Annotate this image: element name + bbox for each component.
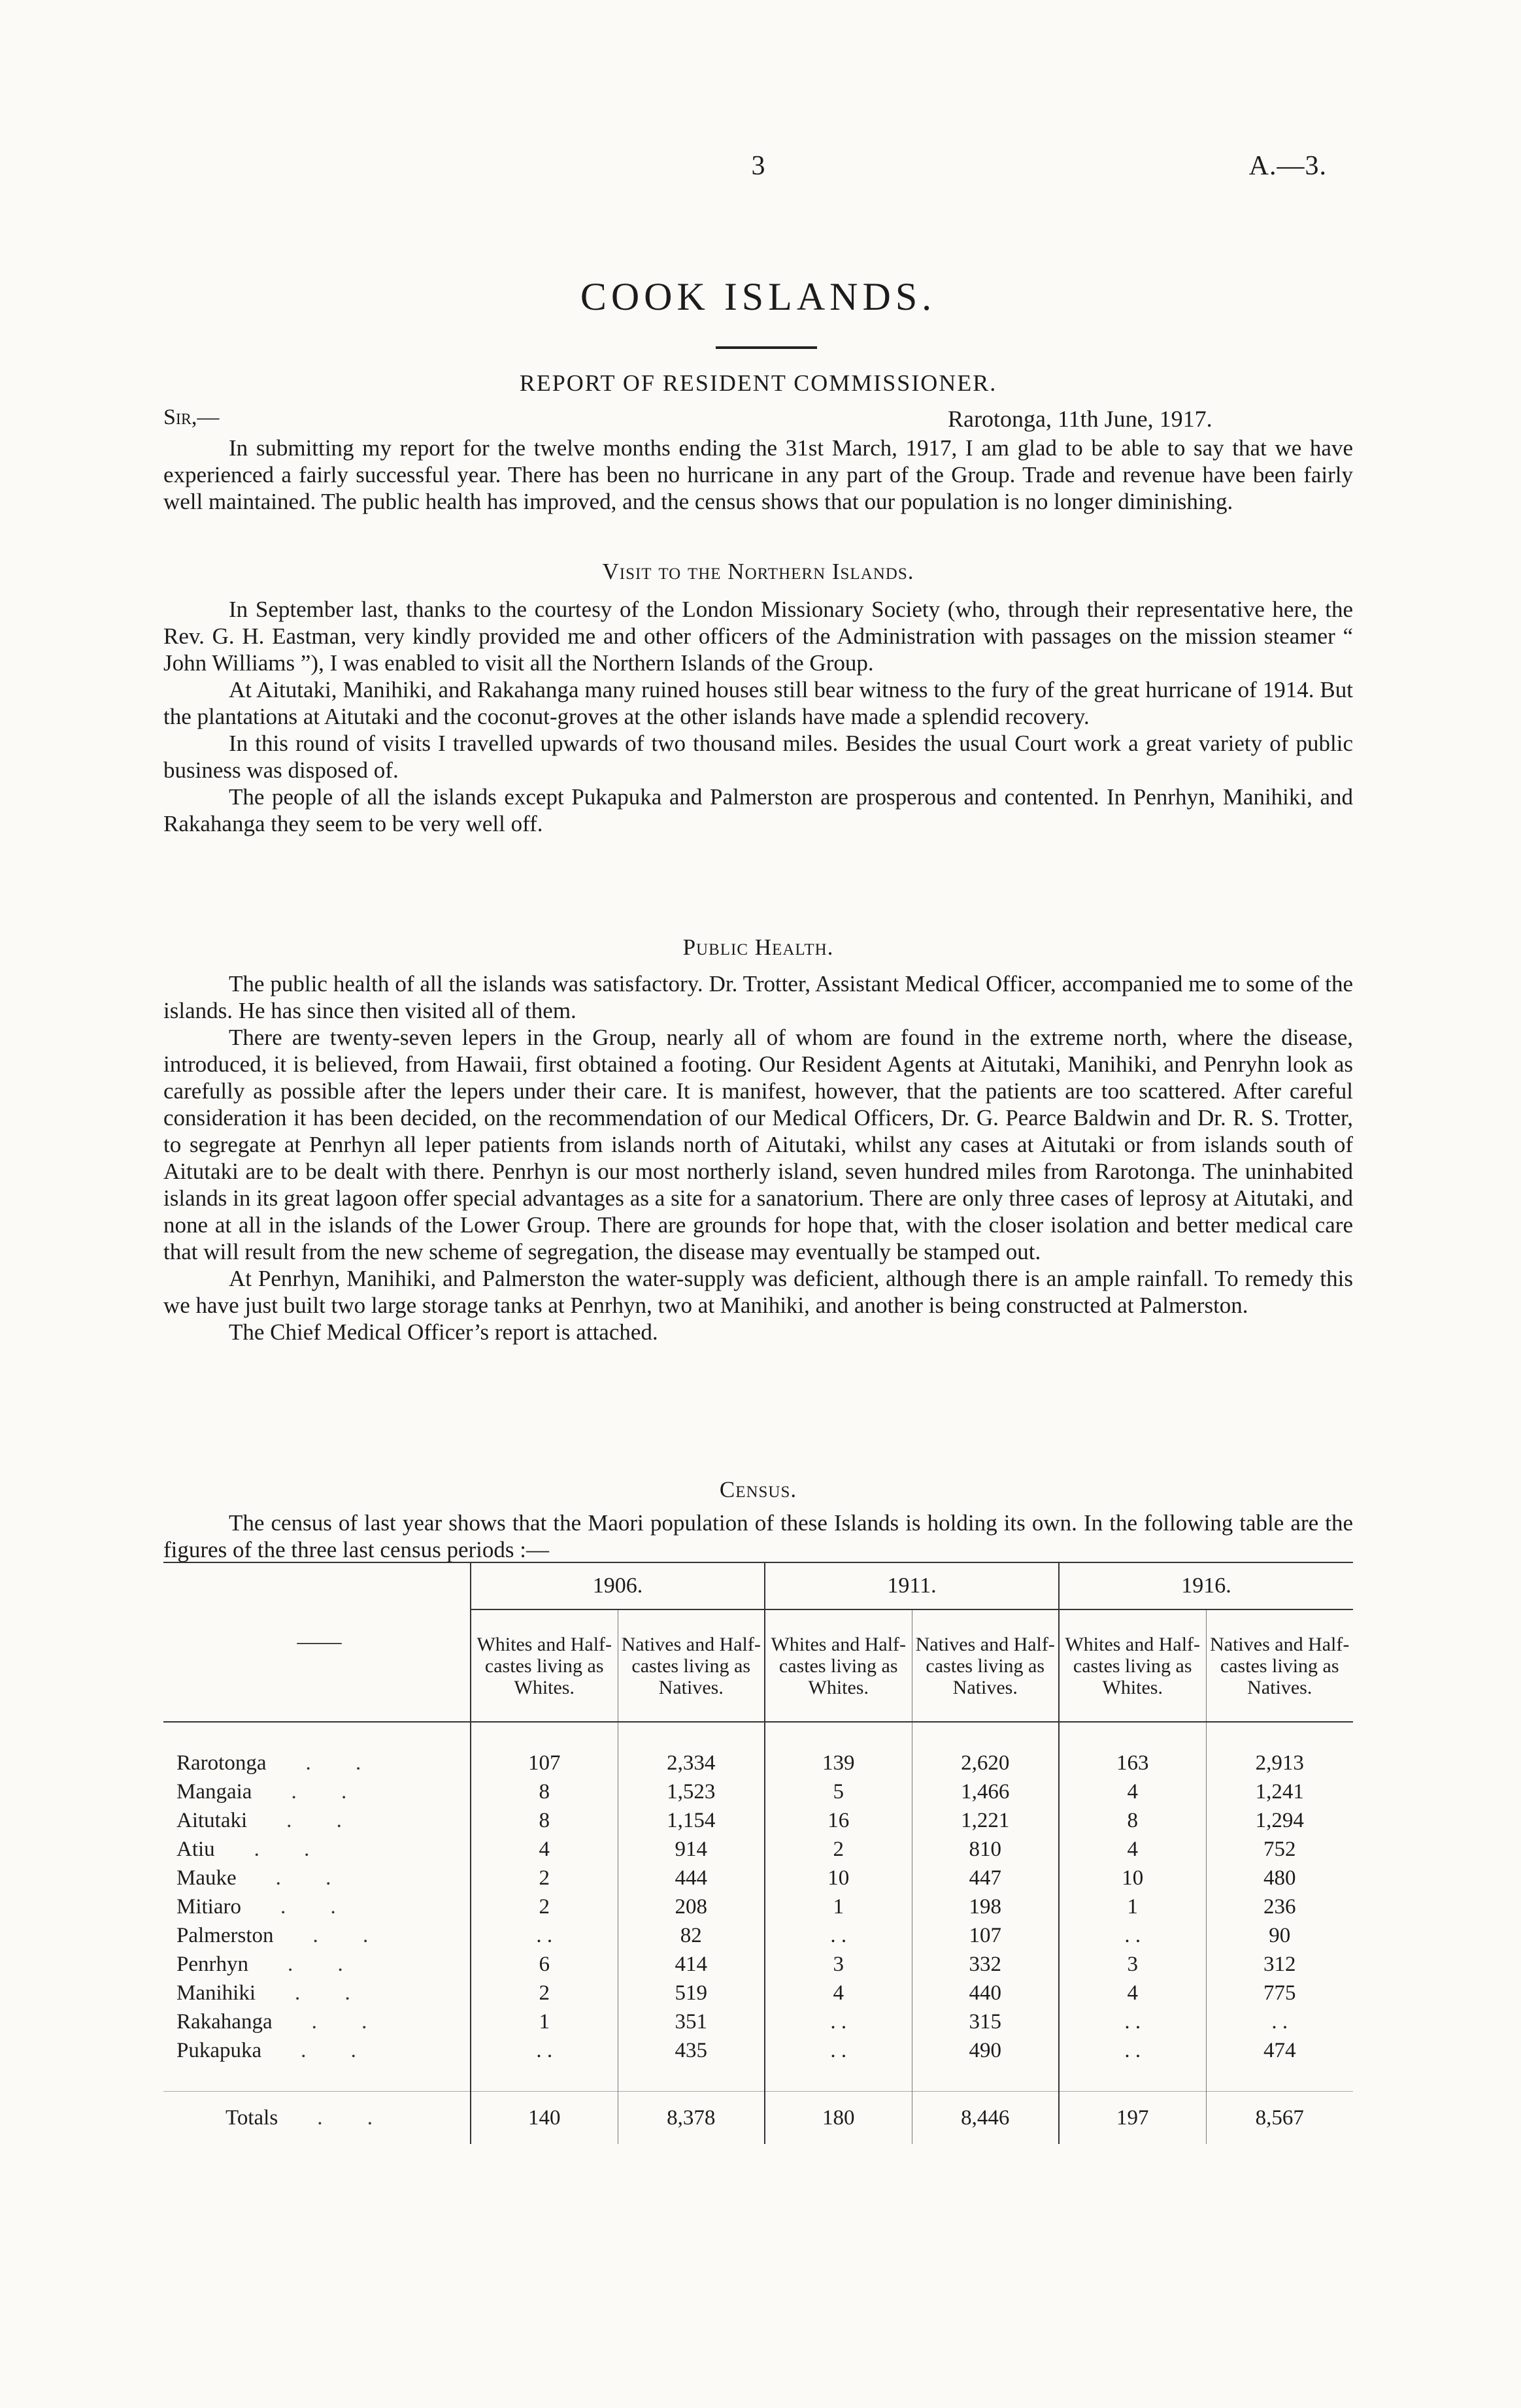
census-value: 1 [471, 2007, 618, 2036]
census-row [163, 1950, 1353, 1979]
subheader-whites: Whites and Half-castes living as Whites. [1059, 1609, 1206, 1722]
census-value: 2 [471, 1864, 618, 1892]
island-name-cell [163, 1921, 471, 1950]
totals-row [163, 2092, 1353, 2145]
leader-dots: . . [254, 1838, 329, 1861]
title-rule [716, 346, 817, 349]
census-value: . . [765, 1921, 912, 1950]
census-value: 163 [1059, 1749, 1206, 1777]
census-value: . . [765, 2036, 912, 2065]
census-row [163, 1864, 1353, 1892]
census-value: 490 [912, 2036, 1059, 2065]
census-value: 1 [1059, 1892, 1206, 1921]
census-value: 2 [765, 1835, 912, 1864]
census-value: 1,221 [912, 1806, 1059, 1835]
census-value: 3 [765, 1950, 912, 1979]
island-name-cell [163, 2007, 471, 2036]
intro-paragraph: In submitting my report for the twelve months ending the 31st March, 1917, I am glad to be able to say that we have experienced a fairly successful year. There has been no hurricane in any part of the Group. Trade and revenue have been fairly well maintained. The public health has improved, and the census shows that our population is no longer diminishing. [163, 435, 1353, 514]
census-value: 10 [1059, 1864, 1206, 1892]
census-paragraph: The census of last year shows that the Maori population of these Islands is holding its own. In the following table are the figures of the three last census periods :— [163, 1510, 1353, 1562]
census-value: 2,913 [1206, 1749, 1353, 1777]
census-value: 90 [1206, 1921, 1353, 1950]
island-name: Palmerston [176, 1924, 274, 1947]
census-value: 4 [1059, 1835, 1206, 1864]
totals-label-cell [163, 2092, 471, 2145]
page-number: 3 [751, 151, 765, 181]
island-name-cell [163, 1979, 471, 2007]
census-value: 332 [912, 1950, 1059, 1979]
census-value: 519 [618, 1979, 765, 2007]
leader-dots: . . [311, 2010, 387, 2034]
spacer-row [163, 1722, 1353, 1749]
census-value: 1,294 [1206, 1806, 1353, 1835]
island-name: Mangaia [176, 1780, 252, 1804]
health-paragraph: The Chief Medical Officer’s report is attached. [229, 1319, 658, 1345]
census-value: . . [765, 2007, 912, 2036]
census-value: 8 [471, 1806, 618, 1835]
report-subtitle: REPORT OF RESIDENT COMMISSIONER. [519, 370, 997, 396]
page-header [163, 150, 1353, 190]
census-value: . . [471, 1921, 618, 1950]
visit-paragraph: At Aitutaki, Manihiki, and Rakahanga many ruined houses still bear witness to the fury of the great hurricane of 1914. But the plantations at Aitutaki and the coconut-groves at the other islands have made a splendid recovery. [163, 677, 1353, 729]
leader-dots: . . [291, 1780, 367, 1804]
census-value: 752 [1206, 1835, 1353, 1864]
census-row [163, 1777, 1353, 1806]
leader-dots: . . [317, 2105, 392, 2130]
island-name: Rarotonga [176, 1751, 267, 1775]
census-row [163, 1921, 1353, 1950]
totals-label: Totals [226, 2105, 278, 2130]
census-year-row [163, 1562, 1353, 1609]
census-value: . . [1059, 1921, 1206, 1950]
island-name: Manihiki [176, 1981, 256, 2005]
island-name-cell [163, 1892, 471, 1921]
island-name: Atiu [176, 1838, 215, 1861]
census-value: 2 [471, 1892, 618, 1921]
census-value: 2 [471, 1979, 618, 2007]
census-value: . . [471, 2036, 618, 2065]
census-row [163, 1749, 1353, 1777]
census-value: 351 [618, 2007, 765, 2036]
corner-header [163, 1562, 471, 1722]
census-value: 914 [618, 1835, 765, 1864]
census-value: 236 [1206, 1892, 1353, 1921]
leader-dots: . . [295, 1981, 370, 2005]
subheader-whites: Whites and Half-castes living as Whites. [765, 1609, 912, 1722]
census-value: 315 [912, 2007, 1059, 2036]
leader-dots: . . [286, 1809, 361, 1832]
leader-dots: . . [301, 2039, 376, 2062]
census-value: 480 [1206, 1864, 1353, 1892]
visit-paragraph: In September last, thanks to the courtesy of the London Missionary Society (who, through their representative here, the Rev. G. H. Eastman, very kindly provided me and other officers of the Administration with passages on the mission steamer “ John Williams ”), I was enabled to visit all the Northern Islands of the Group. [163, 597, 1353, 676]
census-value: 440 [912, 1979, 1059, 2007]
island-name: Mitiaro [176, 1895, 241, 1919]
island-name: Aitutaki [176, 1809, 248, 1832]
island-name-cell [163, 1806, 471, 1835]
document-reference: A.—3. [1248, 151, 1327, 181]
census-value: 1 [765, 1892, 912, 1921]
census-row [163, 1979, 1353, 2007]
health-section [163, 970, 1353, 1345]
census-value: 4 [765, 1979, 912, 2007]
totals-value: 197 [1059, 2092, 1206, 2145]
census-table [163, 1562, 1353, 2144]
subheader-natives: Natives and Half-castes living as Natives. [1206, 1609, 1353, 1722]
year-header-1916: 1916. [1059, 1562, 1353, 1609]
year-header-1911: 1911. [765, 1562, 1059, 1609]
intro-section [163, 435, 1353, 515]
census-value: 107 [912, 1921, 1059, 1950]
census-row [163, 1892, 1353, 1921]
census-value: . . [1059, 2007, 1206, 2036]
island-name-cell [163, 1777, 471, 1806]
census-value: 8 [471, 1777, 618, 1806]
leader-dots: . . [280, 1895, 356, 1919]
census-value: 4 [1059, 1777, 1206, 1806]
census-row [163, 1806, 1353, 1835]
census-value: 10 [765, 1864, 912, 1892]
health-paragraph: At Penrhyn, Manihiki, and Palmerston the water-supply was deficient, although there is an ample rainfall. To remedy this we have just built two large storage tanks at Penrhyn, two at Manihiki, and another is being constructed at Palmerston. [163, 1266, 1353, 1318]
census-value: 2,620 [912, 1749, 1059, 1777]
island-name-cell [163, 2036, 471, 2065]
census-value: 1,154 [618, 1806, 765, 1835]
census-value: 8 [1059, 1806, 1206, 1835]
census-value: 2,334 [618, 1749, 765, 1777]
corner-dash: —— [297, 1630, 342, 1654]
health-paragraph: There are twenty-seven lepers in the Group, nearly all of whom are found in the extreme north, where the disease, introduced, it is believed, from Hawaii, first obtained a footing. Our Resident Agents at Aitutaki, Manihiki, and Penryhn look as carefully as possible after the lepers under their care. It is manifest, however, that the patients are too scattered. After careful consideration it has been decided, on the recommendation of our Medical Officers, Dr. G. Pearce Baldwin and Dr. R. S. Trotter, to segregate at Penrhyn all leper patients from islands north of Aitutaki, whilst any cases at Aitutaki or from islands south of Aitutaki are to be dealt with there. Penrhyn is our most northerly island, seven hundred miles from Rarotonga. The uninhabited islands in its great lagoon offer special advantages as a site for a sanatorium. There are only three cases of leprosy at Aitutaki, and none at all in the islands of the Lower Group. There are grounds for hope that, with the closer isolation and better medical care that will result from the new scheme of segregation, the disease may eventually be stamped out. [163, 1025, 1353, 1264]
census-value: 5 [765, 1777, 912, 1806]
census-value: 208 [618, 1892, 765, 1921]
spacer-row [163, 2065, 1353, 2092]
census-value: 1,523 [618, 1777, 765, 1806]
island-name: Mauke [176, 1866, 237, 1890]
census-value: 4 [471, 1835, 618, 1864]
visit-section [163, 596, 1353, 837]
leader-dots: . . [275, 1866, 351, 1890]
census-value: 810 [912, 1835, 1059, 1864]
totals-value: 8,378 [618, 2092, 765, 2145]
dateline: Rarotonga, 11th June, 1917. [948, 406, 1212, 432]
census-value: 16 [765, 1806, 912, 1835]
section-heading-census: Census. [719, 1477, 797, 1502]
census-value: 198 [912, 1892, 1059, 1921]
census-value: . . [1206, 2007, 1353, 2036]
census-value: 1,466 [912, 1777, 1059, 1806]
totals-value: 8,446 [912, 2092, 1059, 2145]
section-heading-visit: Visit to the Northern Islands. [602, 559, 914, 584]
census-value: 107 [471, 1749, 618, 1777]
island-name-cell [163, 1950, 471, 1979]
totals-value: 140 [471, 2092, 618, 2145]
census-value: 474 [1206, 2036, 1353, 2065]
subheader-whites: Whites and Half-castes living as Whites. [471, 1609, 618, 1722]
census-value: 435 [618, 2036, 765, 2065]
subheader-natives: Natives and Half-castes living as Natives. [618, 1609, 765, 1722]
census-value: 6 [471, 1950, 618, 1979]
census-row [163, 2036, 1353, 2065]
census-value: 82 [618, 1921, 765, 1950]
visit-paragraph: In this round of visits I travelled upwards of two thousand miles. Besides the usual Court work a great variety of public business was disposed of. [163, 731, 1353, 783]
health-paragraph: The public health of all the islands was satisfactory. Dr. Trotter, Assistant Medical Officer, accompanied me to some of the islands. He has since then visited all of them. [163, 971, 1353, 1023]
island-name-cell [163, 1835, 471, 1864]
census-value: 3 [1059, 1950, 1206, 1979]
subheader-natives: Natives and Half-castes living as Natives. [912, 1609, 1059, 1722]
census-value: 775 [1206, 1979, 1353, 2007]
totals-value: 180 [765, 2092, 912, 2145]
census-value: 444 [618, 1864, 765, 1892]
census-value: 447 [912, 1864, 1059, 1892]
island-name: Penrhyn [176, 1953, 248, 1976]
census-value: 139 [765, 1749, 912, 1777]
island-name: Rakahanga [176, 2010, 273, 2034]
island-name-cell [163, 1749, 471, 1777]
totals-value: 8,567 [1206, 2092, 1353, 2145]
census-row [163, 2007, 1353, 2036]
island-name-cell [163, 1864, 471, 1892]
section-heading-health: Public Health. [682, 934, 834, 960]
census-value: 4 [1059, 1979, 1206, 2007]
census-value: 414 [618, 1950, 765, 1979]
visit-paragraph: The people of all the islands except Pukapuka and Palmerston are prosperous and contented. In Penrhyn, Manihiki, and Rakahanga they seem to be very well off. [163, 784, 1353, 836]
census-value: . . [1059, 2036, 1206, 2065]
census-value: 1,241 [1206, 1777, 1353, 1806]
year-header-1906: 1906. [471, 1562, 765, 1609]
census-value: 312 [1206, 1950, 1353, 1979]
census-row [163, 1835, 1353, 1864]
leader-dots: . . [288, 1953, 363, 1976]
page-title: COOK ISLANDS. [580, 275, 937, 318]
census-table-body [163, 1722, 1353, 2092]
island-name: Pukapuka [176, 2039, 262, 2062]
leader-dots: . . [305, 1751, 381, 1775]
salutation: Sir,— [163, 405, 220, 429]
leader-dots: . . [312, 1924, 388, 1947]
census-section [163, 1509, 1353, 1563]
